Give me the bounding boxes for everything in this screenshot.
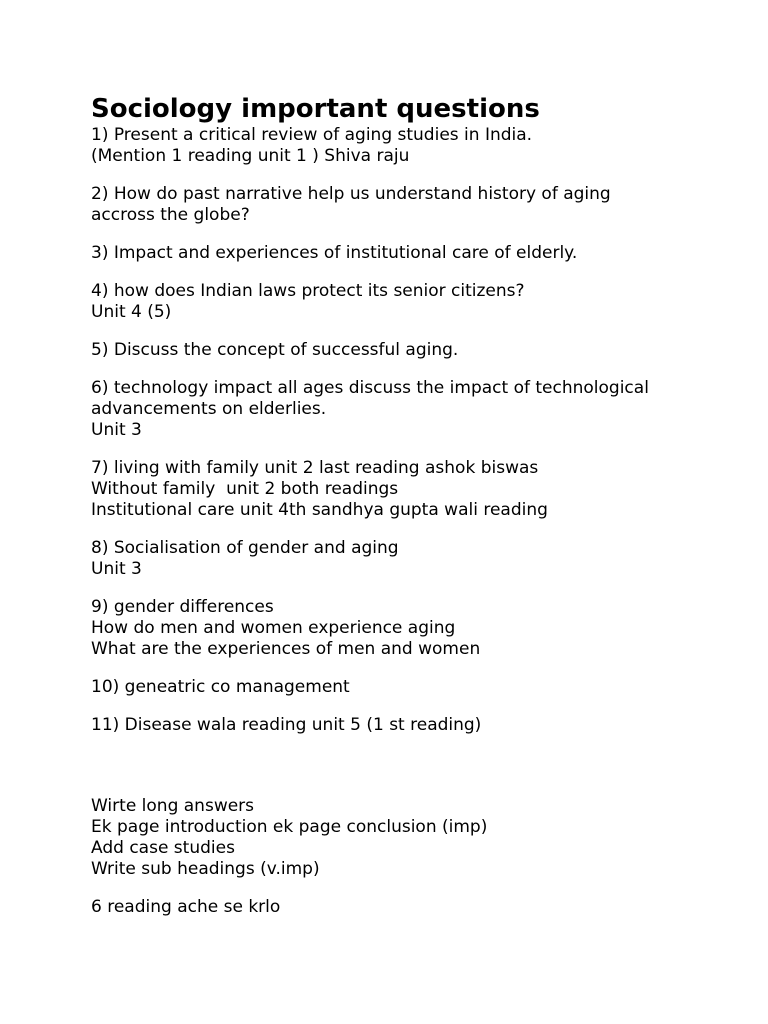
instruction-line: Add case studies (91, 838, 235, 858)
question-11 (91, 715, 731, 736)
question-3 (91, 243, 731, 264)
instruction-line: Write sub headings (v.imp) (91, 859, 320, 879)
question-line: Without family unit 2 both readings (91, 479, 399, 499)
question-line: 2) How do past narrative help us understand history of aging (91, 184, 611, 204)
question-1 (91, 125, 731, 167)
question-line: What are the experiences of men and women (91, 639, 481, 659)
question-line: (Mention 1 reading unit 1 ) Shiva raju (91, 146, 410, 166)
question-line: 10) geneatric co management (91, 677, 350, 697)
question-line: advancements on elderlies. (91, 399, 327, 419)
questions-list (91, 125, 731, 736)
question-line: 4) how does Indian laws protect its senior citizens? (91, 281, 525, 301)
question-line: 5) Discuss the concept of successful aging. (91, 340, 459, 360)
question-line: accross the globe? (91, 205, 250, 225)
question-8 (91, 538, 731, 580)
question-line: 9) gender differences (91, 597, 274, 617)
question-9 (91, 597, 731, 660)
instruction-line: 6 reading ache se krlo (91, 897, 281, 917)
question-10 (91, 677, 731, 698)
instructions-list (91, 796, 731, 918)
question-line: 11) Disease wala reading unit 5 (1 st reading) (91, 715, 482, 735)
question-line: Institutional care unit 4th sandhya gupta wali reading (91, 500, 548, 520)
question-line: How do men and women experience aging (91, 618, 456, 638)
instruction-block-1 (91, 796, 731, 880)
question-line: Unit 3 (91, 559, 142, 579)
instruction-block-2 (91, 897, 731, 918)
document-title: Sociology important questions (91, 94, 540, 124)
question-4 (91, 281, 731, 323)
question-line: 8) Socialisation of gender and aging (91, 538, 399, 558)
question-5 (91, 340, 731, 361)
question-7 (91, 458, 731, 521)
question-line: Unit 4 (5) (91, 302, 172, 322)
question-line: 3) Impact and experiences of institutional care of elderly. (91, 243, 578, 263)
document-page (91, 93, 731, 935)
question-6 (91, 378, 731, 441)
question-line: 7) living with family unit 2 last reading ashok biswas (91, 458, 539, 478)
question-line: 1) Present a critical review of aging studies in India. (91, 125, 533, 145)
instruction-line: Ek page introduction ek page conclusion (imp) (91, 817, 488, 837)
question-2 (91, 184, 731, 226)
blank-gap (91, 753, 731, 796)
instruction-line: Wirte long answers (91, 796, 255, 816)
question-line: 6) technology impact all ages discuss the impact of technological (91, 378, 649, 398)
question-line: Unit 3 (91, 420, 142, 440)
